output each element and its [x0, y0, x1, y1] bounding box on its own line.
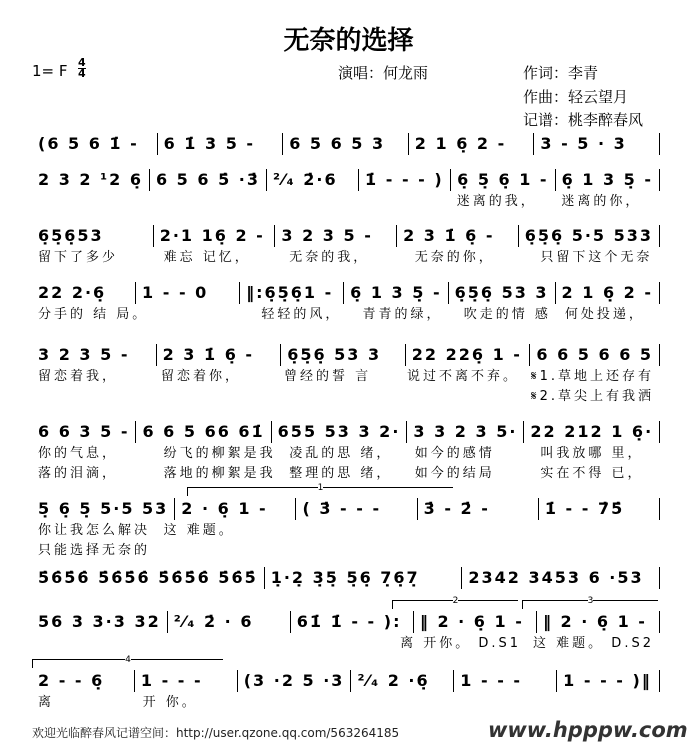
lyric [279, 387, 402, 407]
score-system [32, 596, 660, 654]
lyric [32, 192, 137, 212]
lyric: 轻轻的风， [261, 307, 342, 322]
measure: 6 5 6 5 3 [283, 133, 409, 155]
measure: 1̣·2̣ 3̣5̣ 5̣6̣ 7̣6̣7̣ [265, 567, 463, 589]
lyric [241, 693, 346, 713]
measure: ²⁄₄ 2 ·6̣ [351, 670, 454, 692]
footer-text: 欢迎光临醉春风记谱空间：http://user.qzone.qq.com/563264185 [32, 726, 400, 740]
lyric: 叫我放哪 里， [540, 446, 644, 461]
time-signature [78, 58, 86, 79]
lyrics-row-2 [32, 387, 660, 407]
lyrics-row [32, 367, 660, 387]
notes-row [32, 566, 660, 590]
measure: 6̣ 5̣ 6̣ 1 - [451, 169, 555, 191]
score-system [32, 483, 660, 561]
lyric: 无奈的你， [414, 250, 495, 265]
lyric: 如今的感情 [414, 446, 495, 461]
lyric: 迷离的你， [561, 194, 642, 209]
measure: ²⁄₄ 2̇·6 [267, 169, 359, 191]
measure: 5̇6̇5̇6̇ 5̇6̇5̇6̇ 5̇6̇5̇6̇ 5̇6̇5̇ [32, 567, 265, 589]
measure: 2 1 6̣ 2 - [556, 282, 660, 304]
lyric [137, 192, 242, 212]
lyric [534, 541, 660, 561]
transcriber: 记谱：桃李醉春风 [523, 111, 644, 129]
notes-row [32, 281, 660, 305]
measure: 6̣ 1 3 5̣ - [344, 282, 448, 304]
measure: 61̇ 1̇ - - ): [291, 611, 414, 633]
measure: 2 3 1̇ 6̣ - [157, 344, 282, 366]
measure: 1 - - - [454, 670, 557, 692]
lyrics-row [32, 192, 660, 212]
lyric [241, 192, 346, 212]
measure: 3 3 2 3 5· [407, 421, 524, 443]
site-logo: www.hpppw.com [488, 718, 688, 742]
measure: 22 212 1 6̣· [524, 421, 660, 443]
lyrics-row [32, 693, 660, 713]
score-system [32, 168, 660, 212]
score-system [32, 132, 660, 156]
lyric [534, 521, 660, 541]
measure: ‖ 2 · 6̣ 1 - [537, 611, 660, 633]
measure: 6̣ 1 3 5̣ - [556, 169, 660, 191]
lyric [32, 387, 155, 407]
lyric [402, 387, 525, 407]
measure: 6 6 3 5 - [32, 421, 136, 443]
lyric: 落地的柳絮是我 [163, 466, 276, 481]
lyric: 留下了多少 [38, 250, 119, 265]
lyric: 难忘 记忆， [163, 250, 251, 265]
lyric: 整理的思 绪， [289, 466, 393, 481]
lyrics-row [32, 248, 660, 268]
measure: 2342 3453 6 ·53 [462, 567, 660, 589]
lyric [273, 634, 394, 654]
lyric: 青青的绿， [362, 307, 443, 322]
volta-bracket [187, 483, 453, 496]
measure: 5̣ 6̣ 5̣ 5·5 53 [32, 498, 175, 520]
lyrics-row [32, 521, 660, 541]
lyric: 开 你。 [142, 695, 198, 710]
measure: 1 - - - )‖ [557, 670, 660, 692]
notes-row [32, 420, 660, 444]
score-system [32, 343, 660, 407]
notes-row [32, 224, 660, 248]
notes-row [32, 497, 660, 521]
measure: 3 - 5 · 3 [534, 133, 660, 155]
measure: ‖:6̣5̣6̣1 - [240, 282, 344, 304]
lyric [158, 541, 284, 561]
measure: 6 6 5 66 61̇ [136, 421, 271, 443]
score-system [32, 281, 660, 325]
lyric: 曾经的誓 言 [284, 369, 372, 384]
measure: 22 2·6̣ [32, 282, 136, 304]
measure: 6 1̇ 3 5 - [158, 133, 284, 155]
measure: 1 - - 0 [136, 282, 240, 304]
measure: ( 3̇ - - - [296, 498, 417, 520]
lyric: 只能选择无奈的 [38, 543, 151, 558]
notes-row [32, 168, 660, 192]
score-system [32, 224, 660, 268]
lyric [346, 693, 451, 713]
lyric: 说过不离不弃。 [407, 369, 520, 384]
measure: 6̣5̣6̣ 53 3 [449, 282, 556, 304]
measure: 6̣5̣6̣ 53 3 [281, 344, 406, 366]
measure: 2 1 6̣ 2 - [409, 133, 535, 155]
measure: 22 226̣ 1 - [406, 344, 531, 366]
lyric: 何处投递， [564, 307, 645, 322]
lyric: 纷飞的柳絮是我 [163, 446, 276, 461]
lyric: 无奈的我， [289, 250, 370, 265]
measure: 2 3 1̇ 6̣ - [397, 225, 519, 247]
lyric: 这 难题。 [163, 523, 235, 538]
lyric: 留恋着你， [161, 369, 242, 384]
measure: 6̣5̣6̣53 [32, 225, 154, 247]
time-bottom: 4 [78, 67, 86, 80]
lyric [32, 634, 153, 654]
singer: 演唱：何龙雨 [338, 64, 429, 82]
lyric [409, 541, 535, 561]
lyrics-row-2 [32, 541, 660, 561]
measure: 2 - - 6̣ [32, 670, 135, 692]
measure: ‖ 2 · 6̣ 1 - [414, 611, 537, 633]
lyrics-row [32, 305, 660, 325]
lyric [451, 693, 556, 713]
lyric: 你的气息， [38, 446, 119, 461]
notes-row [32, 132, 660, 156]
measure: (6 5 6 1̇ - [32, 133, 158, 155]
lyric [155, 387, 278, 407]
lyric: 离 开你。 D.S1 [400, 636, 522, 651]
lyric: 留恋着我， [38, 369, 119, 384]
score-system [32, 655, 660, 713]
lyric: 落的泪滴， [38, 466, 119, 481]
volta-bracket [522, 596, 658, 609]
volta-number: 2 [452, 596, 459, 606]
lyric: 离 [38, 695, 55, 710]
measure: 56 3 3·3 32 [32, 611, 168, 633]
measure: 3 2 3 5 - [275, 225, 397, 247]
measure: ²⁄₄ 2̇ · 6 [168, 611, 291, 633]
lyric: 𝄋2.草尖上有我洒 [531, 389, 654, 404]
key-signature: 1= F [32, 62, 68, 80]
notes-row [32, 343, 660, 367]
measure: 2 · 6̣ 1 - [175, 498, 296, 520]
volta-number: 3 [587, 596, 594, 606]
volta-bracket [392, 596, 518, 609]
composer: 作曲：轻云望月 [523, 88, 629, 106]
measure: 2·1 16̣ 2 - [154, 225, 276, 247]
lyrics-row [32, 444, 660, 464]
measure: 1̇ - - 7̇5̇ [539, 498, 660, 520]
measure: 6 5 6 5̇ ·3̇ [150, 169, 267, 191]
measure: 6 6 5 6 6 5 [530, 344, 660, 366]
measure: 3 2 3 5 - [32, 344, 157, 366]
measure: 2 3 2 ¹2 6̣ [32, 169, 150, 191]
lyric [409, 521, 535, 541]
measure: 6̣5̣6̣ 5·5 533 [519, 225, 660, 247]
measure: 655 53 3 2· [272, 421, 408, 443]
measure: 1̇ - - - ) [359, 169, 451, 191]
notes-row [32, 669, 660, 693]
lyric: 分手的 结 局。 [38, 307, 149, 322]
lyric [346, 192, 451, 212]
lyric: 只留下这个无奈 [540, 250, 653, 265]
lyric [283, 541, 409, 561]
lyrics-row-2 [32, 464, 660, 484]
volta-number: 4 [125, 655, 131, 665]
measure: 3̇ - 2̇ - [418, 498, 539, 520]
measure: (3 ·2 5 ·3 [238, 670, 352, 692]
song-title: 无奈的选择 [283, 26, 414, 56]
lyric [154, 305, 255, 325]
measure: 1 - - - [135, 670, 238, 692]
lyric [555, 693, 660, 713]
lyrics-row [32, 634, 660, 654]
lyric: 凌乱的思 绪， [289, 446, 393, 461]
lyric: 你让我怎么解决 [38, 523, 151, 538]
volta-bracket [32, 655, 223, 668]
lyric: 迷离的我， [456, 194, 537, 209]
lyric [153, 634, 274, 654]
notes-row [32, 610, 660, 634]
lyric: 实在不得 已， [540, 466, 644, 481]
lyric [283, 521, 409, 541]
score-system [32, 566, 660, 590]
time-top: 4 [78, 56, 86, 69]
score-system [32, 420, 660, 484]
lyricist: 作词：李青 [523, 64, 599, 82]
lyric: 这 难题。 D.S2 [533, 636, 654, 651]
volta-number: 1 [317, 483, 324, 493]
lyric: 如今的结局 [414, 466, 495, 481]
lyric: 吹走的情 感 [463, 307, 551, 322]
lyric: 𝄋1.草地上还存有 [531, 369, 655, 384]
